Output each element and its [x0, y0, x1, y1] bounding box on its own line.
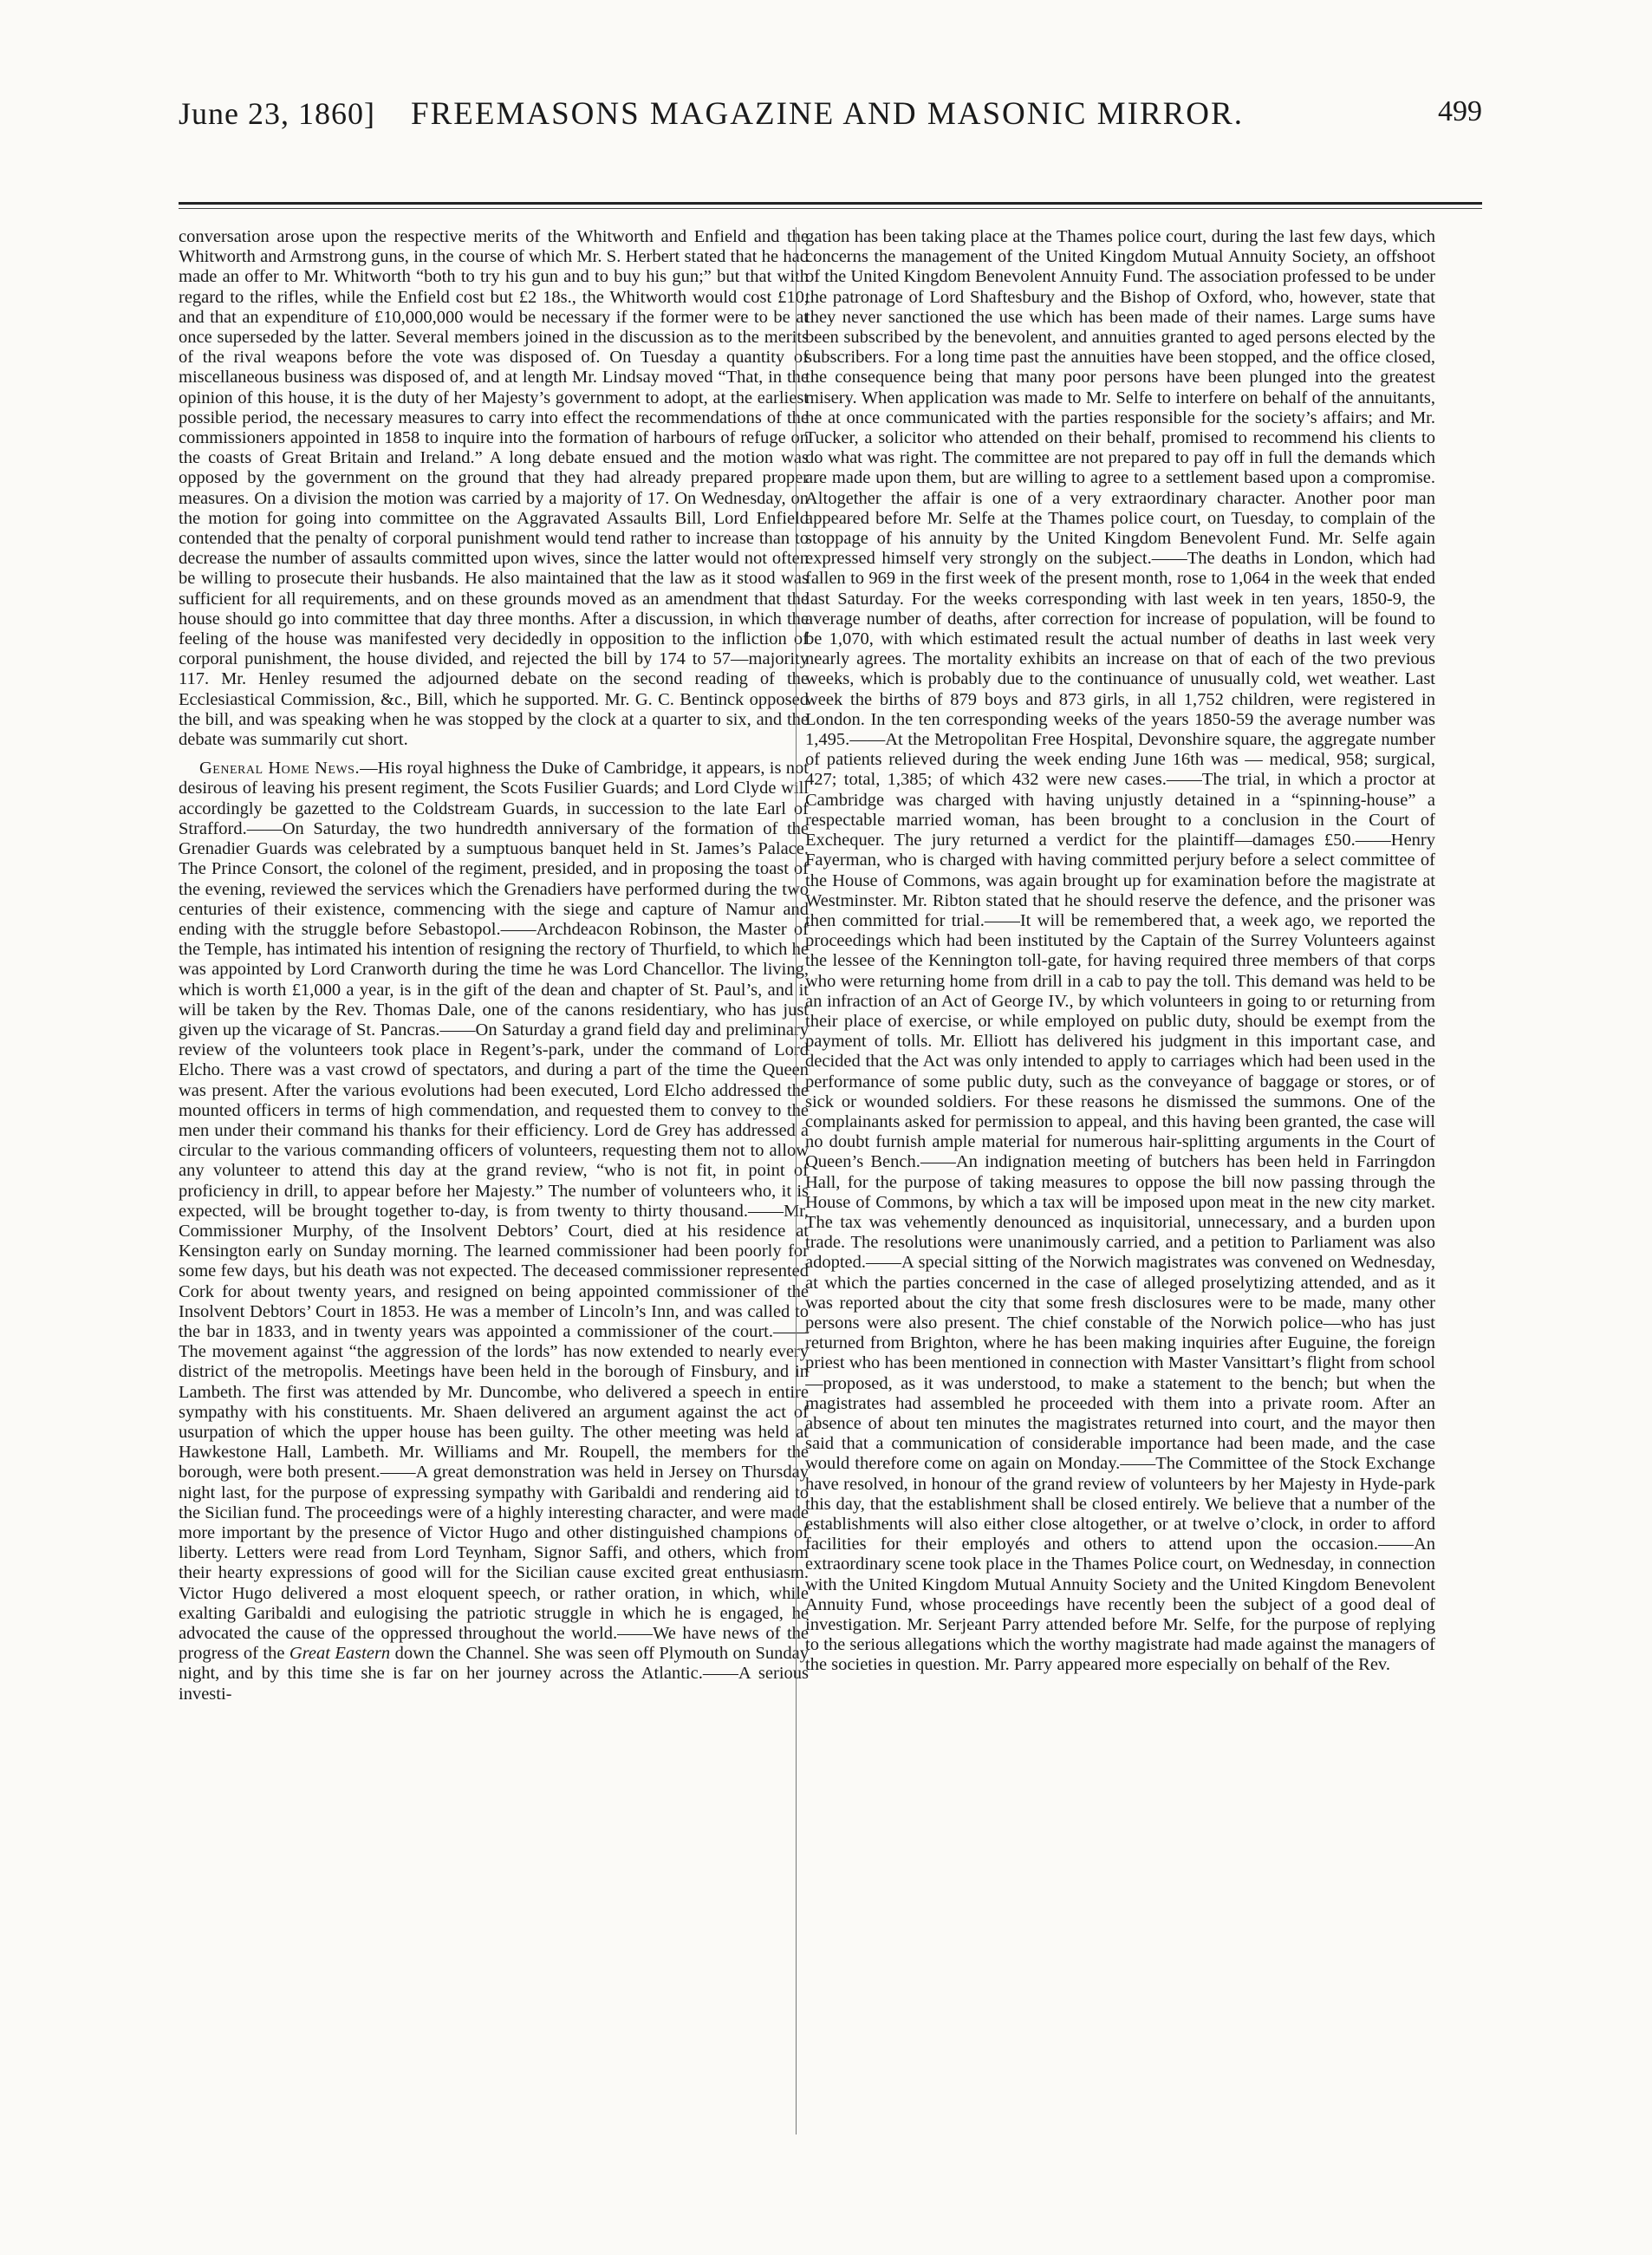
home-news-text-a: —His royal highness the Duke of Cambridge, it appears, is not desirous of leaving his present regiment, the Scots Fusilier Guards; and Lord Clyde will accordingly be gazetted to the Coldstream Guards, in succession to the late Earl of Strafford.——On Saturday, the two hundredth anniversary of the formation of the Grenadier Guards was celebrated by a sumptuous banquet held in St. James’s Palace. The Prince Consort, the colonel of the regiment, presided, and in proposing the toast of the evening, reviewed the services which the Grenadiers have performed during the two centuries of their existence, commencing with the siege and capture of Namur and ending with the struggle before Sebastopol.——Archdeacon Robinson, the Master of the Temple, has intimated his intention of resigning the rectory of Thurfield, to which he was appointed by Lord Cranworth during the time he was Lord Chancellor. The living, which is worth £1,000 a year, is in the gift of the dean and chapter of St. Paul’s, and it will be taken by the Rev. Thomas Dale, one of the canons residentiary, who has just given up the vicarage of St. Pancras.——On Saturday a grand field day and preliminary review of the volunteers took place in Regent’s-park, under the command of Lord Elcho. There was a vast crowd of spectators, and during a part of the time the Queen was present. After the various evolutions had been executed, Lord Elcho addressed the mounted officers in terms of high commendation, and requested them to convey to the men under their command his thanks for their efficiency. Lord de Grey has addressed a circular to the various commanding officers of volunteers, requesting them not to allow any volunteer to attend this day at the grand review, “who is not fit, in point of proficiency in drill, to appear before her Majesty.” The number of volunteers who, it is expected, will be brought together to-day, is from twenty to thirty thousand.——Mr. Commissioner Murphy, of the Insolvent Debtors’ Court, died at his residence at Kensington early on Sunday morning. The learned commissioner had been poorly for some few days, but his death was not expected. The deceased commissioner represented Cork for about twenty years, and resigned on being appointed commissioner of the Insolvent Debtors’ Court in 1853. He was a member of Lincoln’s Inn, and was called to the bar in 1833, and in twenty years was appointed a commissioner of the court.——The movement against “the aggression of the lords” has now extended to nearly every district of the metropolis. Meetings have been held in the borough of Finsbury, and in Lambeth. The first was attended by Mr. Duncombe, who delivered a speech in entire sympathy with his constituents. Mr. Shaen delivered an argument against the act of usurpation of which the upper house has been guilty. The other meeting was held at Hawkestone Hall, Lambeth. Mr. Williams and Mr. Roupell, the members for the borough, were both present.——A great demonstration was held in Jersey on Thursday night last, for the purpose of expressing sympathy with Garibaldi and rendering aid to the Sicilian fund. The proceedings were of a highly interesting character, and were made more important by the presence of Victor Hugo and other distinguished champions of liberty. Letters were read from Lord Teynham, Signor Saffi, and others, which from their hearty expressions of good will for the Sicilian cause excited great enthusiasm. Victor Hugo delivered a most eloquent speech, or rather oration, in which, while exalting Garibaldi and eulogising the patriotic struggle in which he is engaged, he advocated the cause of the oppressed throughout the world.——We have news of the progress of the [179, 759, 809, 1664]
page-header [179, 95, 1482, 151]
issue-date: June 23, 1860] [179, 96, 375, 131]
left-column [179, 227, 809, 2187]
header-rule-thin [179, 208, 1482, 209]
header-rule-thick [179, 202, 1482, 205]
parliament-paragraph: conversation arose upon the respective merits of the Whitworth and Enfield and the Whitworth and Armstrong guns, in the course of which Mr. S. Herbert stated that he had made an offer to Mr. Whitworth “both to try his gun and to buy his gun;” but that with regard to the rifles, while the Enfield cost but £2 18s., the Whitworth would cost £10, and that an expenditure of £10,000,000 would be necessary if the former were to be at once superseded by the latter. Several members joined in the discussion as to the merits of the rival weapons before the vote was disposed of. On Tuesday a quantity of miscellaneous business was disposed of, and at length Mr. Lindsay moved “That, in the opinion of this house, it is the duty of her Majesty’s government to adopt, at the earliest possible period, the necessary measures to carry into effect the recommendations of the commissioners appointed in 1858 to inquire into the formation of harbours of refuge on the coasts of Great Britain and Ireland.” A long debate ensued and the motion was opposed by the government on the ground that they had already prepared proper measures. On a division the motion was carried by a majority of 17. On Wednesday, on the motion for going into committee on the Aggravated Assaults Bill, Lord Enfield contended that the penalty of corporal punishment would tend rather to increase than to decrease the number of assaults committed upon wives, since the latter would not often be willing to prosecute their husbands. He also maintained that the law as it stood was sufficient for all requirements, and on these grounds moved as an amendment that the house should go into committee that day three months. After a discussion, in which the feeling of the house was manifested very decidedly in opposition to the infliction of corporal punishment, the house divided, and rejected the bill by 174 to 57—majority 117. Mr. Henley resumed the adjourned debate on the second reading of the Ecclesiastical Commission, &c., Bill, which he supported. Mr. G. C. Bentinck opposed the bill, and was speaking when he was stopped by the clock at a quarter to six, and the debate was summarily cut short. [179, 227, 809, 750]
ship-name: Great Eastern [289, 1644, 391, 1664]
home-news-paragraph [179, 759, 809, 1704]
section-lead: General Home News. [199, 759, 361, 779]
right-column [805, 227, 1435, 2187]
home-news-text-b: down the Channel. She was seen off Plymouth on Sunday night, and by this time she is far on her journey across the Atlantic.——A serious investi- [179, 1644, 809, 1704]
investigation-paragraph: gation has been taking place at the Thames police court, during the last few days, which concerns the management of the United Kingdom Mutual Annuity Society, an offshoot of the United Kingdom Benevolent Annuity Fund. The association professed to be under the patronage of Lord Shaftesbury and the Bishop of Oxford, who, however, state that they never sanctioned the use which has been made of their names. Large sums have been subscribed by the benevolent, and annuities granted to aged persons elected by the subscribers. For a long time past the annuities have been stopped, and the office closed, the consequence being that many poor persons have been plunged into the greatest misery. When application was made to Mr. Selfe to interfere on behalf of the annuitants, he at once communicated with the parties responsible for the society’s affairs; and Mr. Tucker, a solicitor who attended on their behalf, promised to recommend his clients to do what was right. The committee are not prepared to pay off in full the demands which are made upon them, but are willing to agree to a settlement based upon a compromise. Altogether the affair is one of a very extraordinary character. Another poor man appeared before Mr. Selfe at the Thames police court, on Tuesday, to complain of the stoppage of his annuity by the United Kingdom Benevolent Fund. Mr. Selfe again expressed himself very strongly on the subject.——The deaths in London, which had fallen to 969 in the first week of the present month, rose to 1,064 in the week that ended last Saturday. For the weeks corresponding with last week in ten years, 1850-9, the average number of deaths, after correction for increase of population, will be found to be 1,070, with which estimated result the actual number of deaths in last week very nearly agrees. The mortality exhibits an increase on that of each of the two previous weeks, which is probably due to the continuance of unusually cold, wet weather. Last week the births of 879 boys and 873 girls, in all 1,752 children, were registered in London. In the ten corresponding weeks of the years 1850-59 the average number was 1,495.——At the Metropolitan Free Hospital, Devonshire square, the aggregate number of patients relieved during the week ending June 16th was — medical, 958; surgical, 427; total, 1,385; of which 432 were new cases.——The trial, in which a proctor at Cambridge was charged with having unjustly detained in a “spinning-house” a respectable married woman, has been brought to a conclusion in the Court of Exchequer. The jury returned a verdict for the plaintiff—damages £50.——Henry Fayerman, who is charged with having committed perjury before a select committee of the House of Commons, was again brought up for examination before the magistrate at Westminster. Mr. Ribton stated that he should reserve the defence, and the prisoner was then committed for trial.——It will be remembered that, a week ago, we reported the proceedings which had been instituted by the Captain of the Surrey Volunteers against the lessee of the Kennington toll-gate, for having required three members of that corps who were returning home from drill in a cab to pay the toll. This demand was held to be an infraction of an Act of George IV., by which volunteers in going to or returning from their place of exercise, or while employed on public duty, should be exempt from the payment of tolls. Mr. Elliott has delivered his judgment in this important case, and decided that the Act was only intended to apply to carriages which had been used in the performance of some public duty, such as the conveyance of baggage or stores, or of sick or wounded soldiers. For these reasons he dismissed the summons. One of the complainants asked for permission to appeal, and this having been granted, the case will no doubt furnish ample material for numerous hair-splitting arguments in the Court of Queen’s Bench.——An indignation meeting of butchers has been held in Farringdon Hall, for the purpose of taking measures to oppose the bill now passing through the House of Commons, by which a tax will be imposed upon meat in the new city market. The tax was vehemently denounced as inquisitorial, unnecessary, and a burden upon trade. The resolutions were unanimously carried, and a petition to Parliament was also adopted.——A special sitting of the Norwich magistrates was convened on Wednesday, at which the parties concerned in the case of alleged proselytizing attended, and as it was reported about the city that some fresh disclosures were to be made, many other persons were also present. The chief constable of the Norwich police—who has just returned from Brighton, where he has been making inquiries after Euguine, the foreign priest who has been mentioned in connection with Master Vansittart’s flight from school—proposed, as it was understood, to make a statement to the bench; but when the magistrates had assembled he proceeded with them into a private room. After an absence of about ten minutes the magistrates returned into court, and the mayor then said that a communication of considerable importance had been made, and the case would therefore come on again on Monday.——The Committee of the Stock Exchange have resolved, in honour of the grand review of volunteers by her Majesty in Hyde-park this day, that the establishment shall be closed entirely. We believe that a number of the establishments will also either close altogether, or at twelve o’clock, in order to afford facilities for their employés and others to attend upon the occasion.——An extraordinary scene took place in the Thames Police court, on Wednesday, in connection with the United Kingdom Mutual Annuity Society and the United Kingdom Benevolent Annuity Fund, whose proceedings have recently been the subject of a good deal of investigation. Mr. Serjeant Parry attended before Mr. Selfe, for the purpose of replying to the serious allegations which the worthy magistrate had made against the managers of the societies in question. Mr. Parry appeared more especially on behalf of the Rev. [805, 227, 1435, 1675]
page-number: 499 [1438, 95, 1482, 127]
masthead-title: FREEMASONS MAGAZINE AND MASONIC MIRROR. [411, 96, 1244, 132]
column-divider [796, 227, 797, 2134]
